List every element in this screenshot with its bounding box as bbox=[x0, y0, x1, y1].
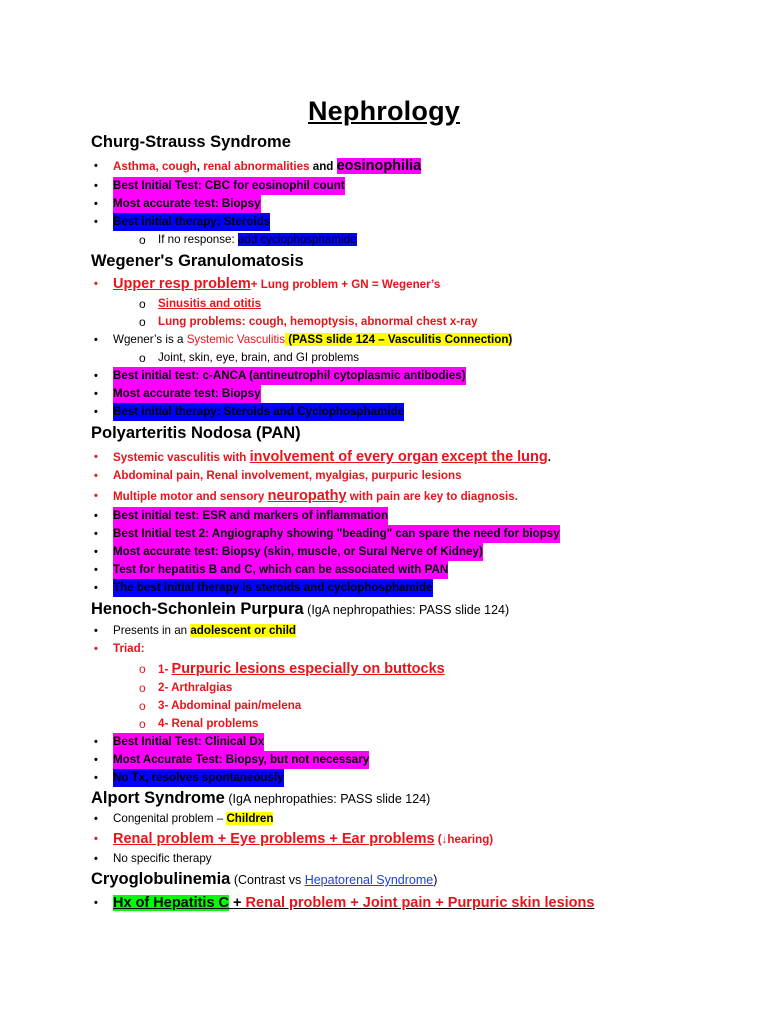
section-heading-churg-strauss: Churg-Strauss Syndrome bbox=[91, 133, 291, 151]
section-heading-alport: Alport Syndrome (IgA nephropathies: PASS slide 124) bbox=[91, 789, 431, 807]
bullet-dot: • bbox=[94, 160, 98, 172]
section-heading-pan: Polyarteritis Nodosa (PAN) bbox=[91, 424, 301, 442]
down-arrow-icon: ↓ bbox=[441, 833, 448, 846]
section-heading-wegener: Wegener's Granulomatosis bbox=[91, 252, 304, 270]
hepatorenal-link[interactable]: Hepatorenal Syndrome bbox=[304, 873, 434, 887]
document-page: Nephrology Churg-Strauss Syndrome • Asthma, cough, renal abnormalities and eosinophilia • Best Initial Test: CBC for eosinophil count • Most accurate test: Biopsy • Best initial therapy: Steroids o If no response: add cyclophosphamide Wegener's Granulomatosis • Upper resp problem+ Lung problem + GN = Wegener’s o Sinusitis and otitis o Lung problems: cough, hemoptysis, abnormal chest x-ray • Wgener’s is a Systemic Vasculitis (PASS slide 124 – Vasculitis Connection) o Joint, skin, eye, brain, and GI problems • Best initial test: c-ANCA (antineutrophil cytoplasmic antibodies) • Most accurate test: Biopsy • Best initial therapy: Steroids and Cyclophosphamide Polyarteritis Nodosa (PAN) • Systemic vasculitis with involvement of every organ except the lung. • Abdominal pain, Renal involvement, myalgias, purpuric lesions • Multiple motor and sensory neuropathy with pain are key to diagnosis. • Best initial test: ESR and markers of inflammation • Best Initial test 2: Angiography showing "beading" can spare the need for biopsy • Most accurate test: Biopsy (skin, muscle, or Sural Nerve of Kidney) • Test for hepatitis B and C, which can be associated with PAN • The best initial therapy is steroids and cyclophosphamide Henoch-Schonlein Purpura (IgA nephropathies: PASS slide 124) • Presents in an adolescent or child • Triad: o 1- Purpuric lesions especially on buttocks o 2- Arthralgias o 3- Abdominal pain/melena o 4- Renal problems • Best Initial Test: Clinical Dx • Most Accurate Test: Biopsy, but not necessary • No Tx, resolves spontaneously Alport Syndrome (IgA nephropathies: PASS slide 124) • Congenital problem – Children • Renal problem + Eye problems + Ear problems (↓hearing) • No specific therapy Cryoglobulinemia (Contrast vs Hepatorenal Syndrome) • Hx of Hepatitis C + Renal problem + Joint pain + Purpuric skin lesions bbox=[0, 0, 768, 1024]
page-title: Nephrology bbox=[307, 96, 460, 126]
section-heading-hsp: Henoch-Schonlein Purpura (IgA nephropathies: PASS slide 124) bbox=[91, 600, 510, 618]
section-heading-cryo: Cryoglobulinemia (Contrast vs Hepatorenal Syndrome) bbox=[91, 870, 438, 888]
